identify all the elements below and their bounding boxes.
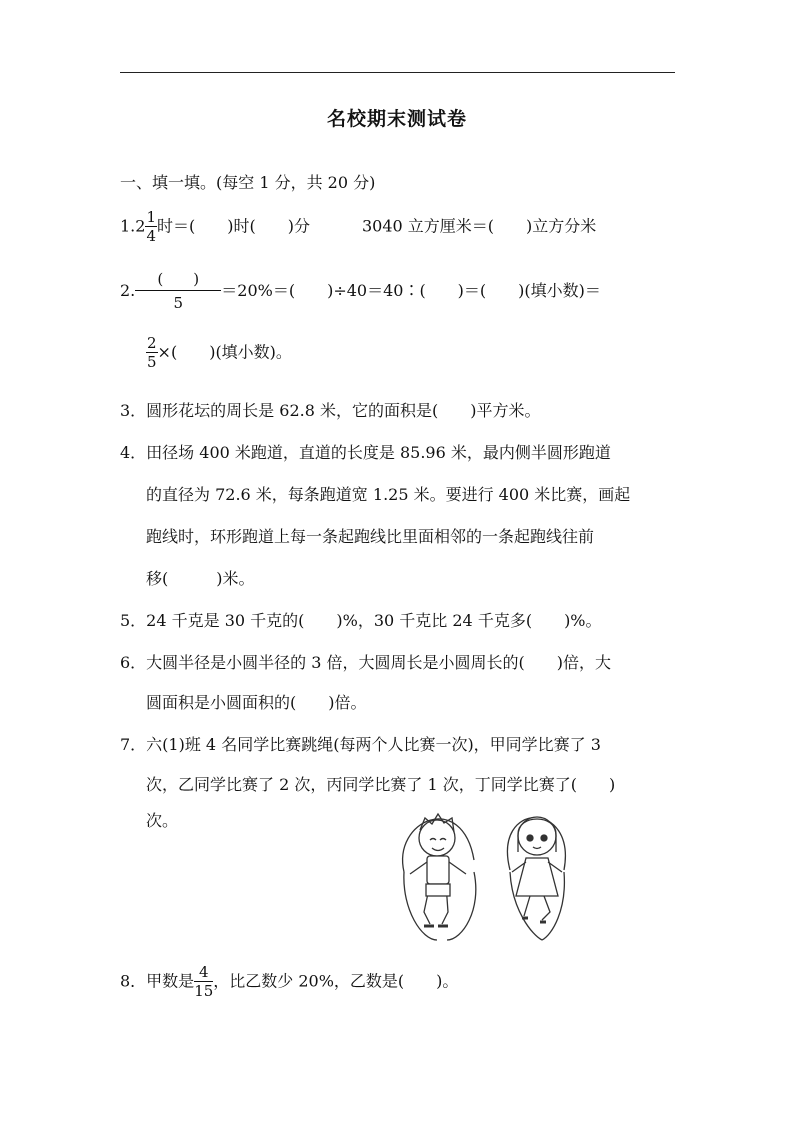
- boy-figure: [403, 814, 476, 940]
- q2-frac-den: 5: [173, 294, 184, 312]
- question-4-line-2: 的直径为 72.6 米，每条跑道宽 1.25 米。要进行 400 米比赛，画起: [146, 485, 631, 504]
- q1-part1: 时＝( )时( )分: [157, 216, 310, 236]
- question-5: 5．24 千克是 30 千克的( )%，30 千克比 24 千克多( )%。: [120, 611, 602, 630]
- q2-fraction-2: [146, 336, 158, 370]
- q1-frac-num: 1: [146, 208, 156, 226]
- q8-frac-den: 15: [194, 982, 214, 1000]
- q1-part2: 3040 立方厘米＝( )立方分米: [361, 216, 597, 236]
- question-3: 3．圆形花坛的周长是 62.8 米，它的面积是( )平方米。: [120, 401, 541, 420]
- page-title: 名校期末测试卷: [326, 108, 467, 130]
- q2-frac-num: ( ): [135, 272, 221, 291]
- question-4-line-3: 跑线时，环形跑道上每一条起跑线比里面相邻的一条起跑线往前: [146, 527, 595, 546]
- question-1: [120, 210, 596, 244]
- question-2-continued: [146, 336, 292, 370]
- jump-rope-illustration: [392, 800, 582, 945]
- girl-figure: [507, 817, 565, 940]
- q2-fraction: [135, 272, 221, 311]
- q1-frac-den: 4: [146, 227, 156, 245]
- q8-prefix: 8．甲数是: [120, 971, 195, 991]
- q2-frac2-num: 2: [147, 334, 157, 352]
- question-6-line-2: 圆面积是小圆面积的( )倍。: [146, 693, 367, 712]
- question-8: [120, 965, 458, 999]
- question-7-line-3: 次。: [146, 811, 179, 830]
- q1-fraction: [145, 210, 157, 244]
- question-7-line-2: 次，乙同学比赛了 2 次，丙同学比赛了 1 次，丁同学比赛了( ): [146, 775, 616, 794]
- q2-prefix: 2.: [120, 281, 136, 300]
- q8-rest: ，比乙数少 20%，乙数是( )。: [213, 971, 459, 991]
- question-2: [120, 272, 601, 311]
- q2-rest2: ×( )(填小数)。: [157, 342, 292, 362]
- question-4-line-4: 移( )米。: [146, 569, 255, 588]
- q1-prefix: 1.2: [120, 216, 146, 236]
- question-6-line-1: 6．大圆半径是小圆半径的 3 倍，大圆周长是小圆周长的( )倍，大: [120, 653, 612, 672]
- q2-rest: ＝20%＝( )÷40＝40∶( )＝( )(填小数)＝: [221, 281, 601, 300]
- section-heading: 一、填一填。(每空 1 分，共 20 分): [120, 173, 376, 192]
- question-4-line-1: 4．田径场 400 米跑道，直道的长度是 85.96 米，最内侧半圆形跑道: [120, 443, 611, 462]
- question-7-line-1: 7．六(1)班 4 名同学比赛跳绳(每两个人比赛一次)，甲同学比赛了 3: [120, 735, 601, 754]
- q2-frac2-den: 5: [147, 353, 157, 371]
- header-rule: [120, 72, 675, 73]
- q8-frac-num: 4: [194, 965, 213, 982]
- q8-fraction: [194, 965, 213, 999]
